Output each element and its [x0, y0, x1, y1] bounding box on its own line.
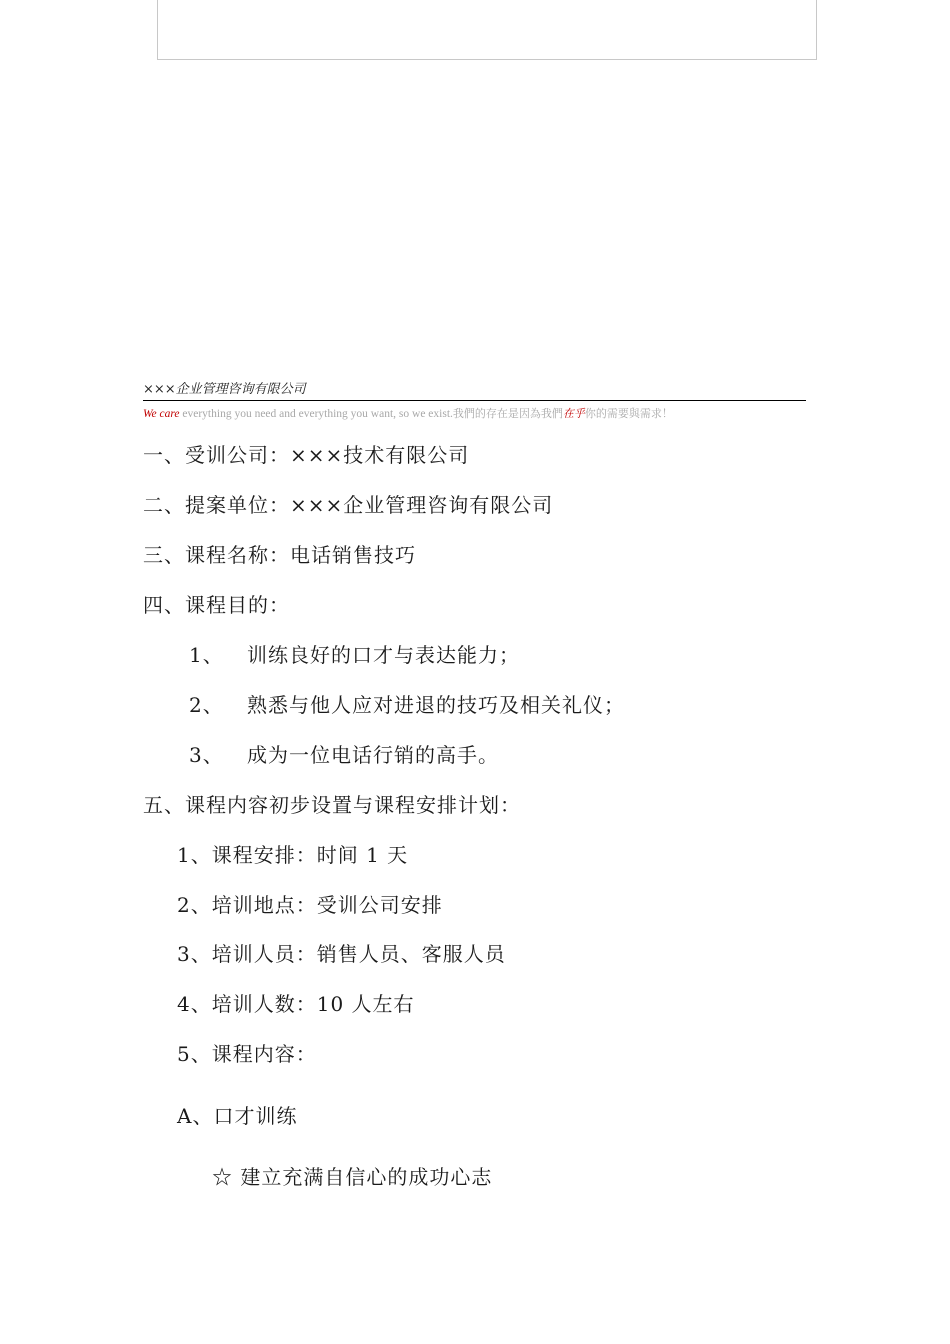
plan-item: 4、培训人数：10 人左右 [177, 992, 415, 1016]
header-company-name: ×××企业管理咨询有限公司 [143, 380, 806, 401]
top-frame-box [157, 0, 817, 60]
section-course-plan: 五、课程内容初步设置与课程安排计划： [143, 793, 521, 817]
goal-text: 熟悉与他人应对进退的技巧及相关礼仪； [247, 693, 625, 717]
subsection-speech-training: A、口才训练 [177, 1104, 298, 1128]
document-header [143, 380, 806, 421]
bullet-item: ☆ 建立充满自信心的成功心志 [212, 1165, 493, 1189]
section-proposer: 二、提案单位：×××企业管理咨询有限公司 [143, 493, 554, 517]
plan-item: 2、培训地点：受训公司安排 [177, 893, 443, 917]
goal-number: 3、 [189, 743, 224, 767]
plan-item: 5、课程内容： [177, 1042, 317, 1066]
plan-item: 1、课程安排：时间 1 天 [177, 843, 409, 867]
slogan-chinese-text-1: 我們的存在是因為我們 [452, 407, 563, 420]
header-slogan [143, 405, 806, 421]
goal-item [189, 739, 499, 768]
goal-number: 2、 [189, 693, 224, 717]
slogan-red-text: We care [143, 408, 180, 420]
goal-item [189, 689, 625, 718]
section-course-goals: 四、课程目的： [143, 593, 290, 617]
section-trainee-company: 一、受训公司：×××技术有限公司 [143, 443, 470, 467]
goal-text: 训练良好的口才与表达能力； [247, 643, 520, 667]
section-course-name: 三、课程名称：电话销售技巧 [143, 543, 416, 567]
slogan-english-text: everything you need and everything you want, so we exist. [179, 408, 453, 420]
plan-item: 3、培训人员：销售人员、客服人员 [177, 942, 506, 966]
goal-number: 1、 [189, 643, 224, 667]
goal-text: 成为一位电话行销的高手。 [247, 743, 499, 767]
goal-item [189, 639, 520, 668]
slogan-chinese-red-text: 在乎 [562, 407, 585, 420]
slogan-chinese-text-2: 你的需要與需求！ [584, 407, 673, 420]
